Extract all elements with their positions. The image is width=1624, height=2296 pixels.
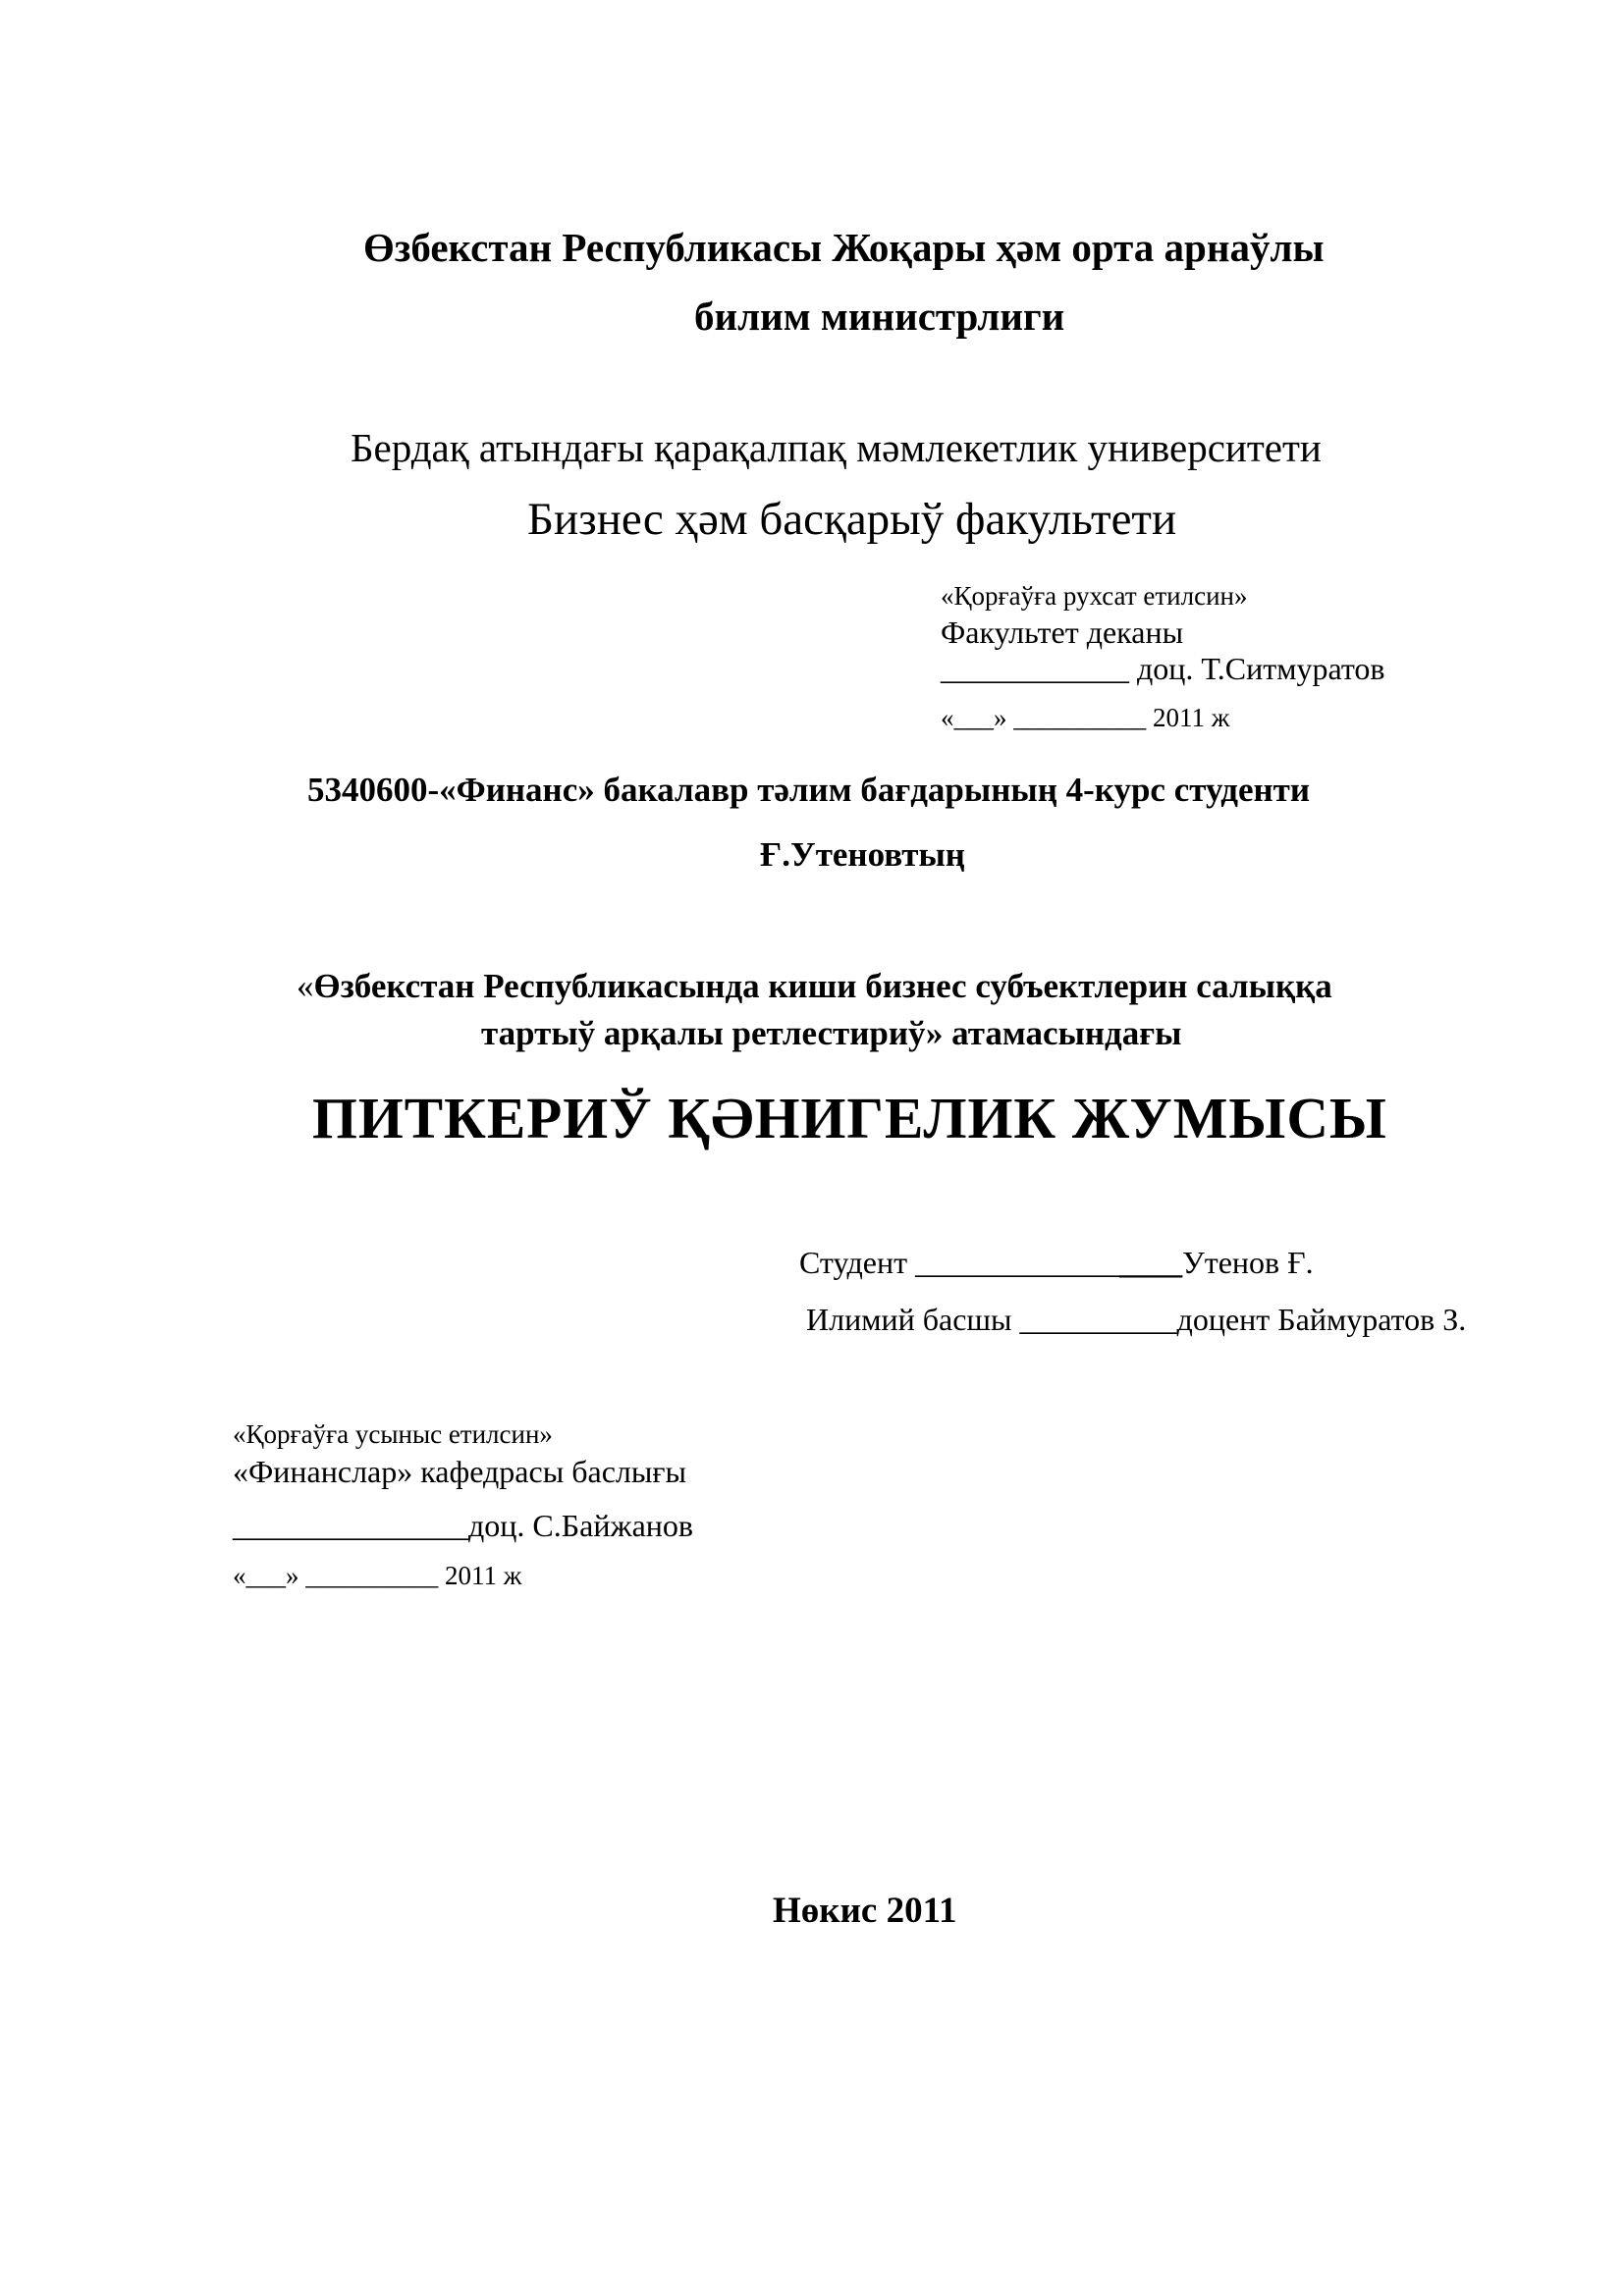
- department-signature-line: _______________доц. С.Байжанов: [233, 1508, 693, 1543]
- topic-line-1-text: Өзбекстан Республикасында киши бизнес субъектлерин салыққа: [313, 967, 1332, 1005]
- student-signature-row: [799, 1247, 1314, 1278]
- work-title: ПИТКЕРИЎ ҚӘНИГЕЛИК ЖУМЫСЫ: [312, 1086, 1387, 1150]
- topic-line-2: [481, 1016, 1181, 1050]
- department-date-line: «___» __________ 2011 ж: [233, 1561, 522, 1590]
- dean-signature-line: ____________ доц. Т.Ситмуратов: [941, 651, 1385, 686]
- dean-approval-text: «Қорғаўға рухсат етилсин»: [941, 581, 1248, 611]
- student-label-line: Студент _____________: [799, 1245, 1120, 1280]
- program-line: 5340600-«Финанс» бакалавр тәлим бағдарының 4-курс студенти: [307, 771, 1311, 809]
- ministry-line-1: Өзбекстан Республикасы Жоқары ҳәм орта арнаўлы: [363, 225, 1325, 270]
- topic-line-2-suffix: » атамасындағы: [925, 1014, 1182, 1052]
- topic-line-1: [297, 969, 1332, 1003]
- department-head-title: «Финанслар» кафедрасы баслығы: [233, 1454, 686, 1489]
- topic-open-quote: «: [297, 967, 314, 1005]
- dean-date-line: «___» __________ 2011 ж: [941, 703, 1230, 732]
- university-name: Бердақ атындағы қарақалпақ мәмлекетлик университети: [351, 425, 1322, 470]
- topic-line-2-text: тартыў арқалы ретлестириў: [481, 1014, 926, 1052]
- student-name-genitive: Ғ.Утеновтың: [760, 835, 965, 874]
- faculty-name: Бизнес ҳәм басқарыў факультети: [527, 494, 1177, 545]
- student-signature-name: Утенов Ғ.: [1182, 1245, 1314, 1280]
- department-recommendation-text: «Қорғаўға усыныс етилсин»: [233, 1419, 553, 1449]
- student-bold-line: ____: [1119, 1245, 1183, 1280]
- ministry-line-2: билим министрлиги: [694, 294, 1065, 339]
- city-year: Нөкис 2011: [773, 1891, 957, 1931]
- dean-title: Факультет деканы: [941, 614, 1184, 650]
- supervisor-signature-row: Илимий басшы __________доцент Баймуратов З.: [806, 1302, 1467, 1337]
